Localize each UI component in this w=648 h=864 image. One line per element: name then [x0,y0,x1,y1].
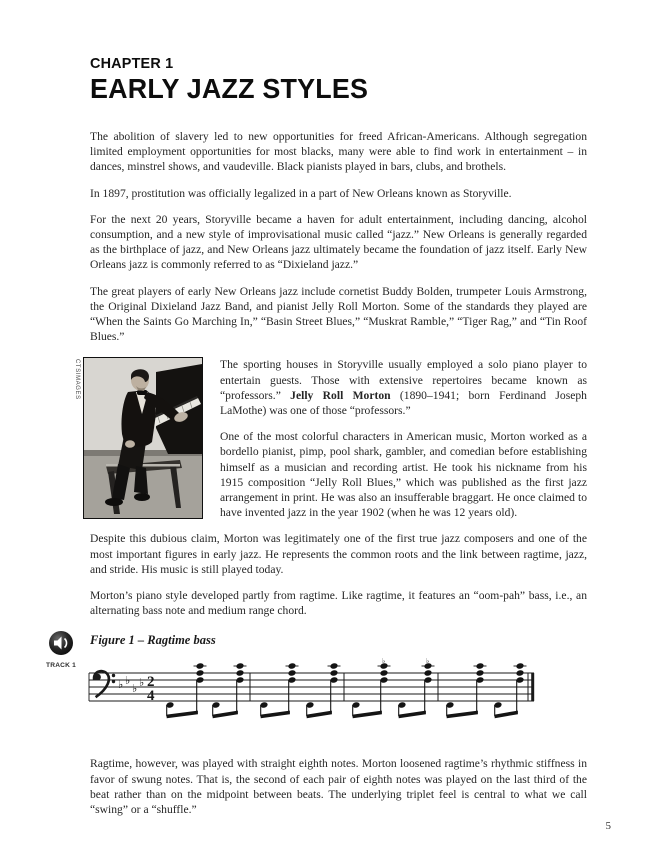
paragraph-colorful-characters: One of the most colorful characters in American music, Morton worked as a bordello pianist, pimp, pool shark, gambler, and comedian before establishing himself as a musician and recording artist. He took his nickname from his 1915 composition “Jelly Roll Blues,” which was published as the first jazz arrangement in print. He was also an insufferable braggart. He once claimed to have invented jazz in the year 1902 (when he was 12 years old). [220,430,587,520]
svg-text:♭: ♭ [426,657,430,666]
key-signature-flats [118,674,144,695]
paragraph-great-players: The great players of early New Orleans jazz include cornetist Buddy Bolden, trumpeter Louis Armstrong, the Original Dixieland Jazz Band, and pianist Jelly Roll Morton. Some of the standards they played are “When the Saints Go Marching In,” “Basin Street Blues,” “Muskrat Ramble,” “Tiger Rag,” and “Tin Roof Blues.” [90,284,587,344]
track-label: TRACK 1 [46,662,76,670]
jelly-roll-morton-photo [83,357,203,519]
photo-and-text-row [70,357,587,520]
page-title: EARLY JAZZ STYLES [90,73,369,104]
photo-side-text [220,357,587,520]
photo-credit: CTSIMAGES [74,359,80,401]
paragraph-piano-style: Morton’s piano style developed partly from ragtime. Like ragtime, it features an “oom-pah” bass, i.e., an alternating bass note and medium range chord. [90,589,587,618]
time-sig-bottom: 4 [147,688,155,705]
ragtime-bass-notation [88,657,535,731]
music-staff [88,657,587,731]
flat-4: ♭ [139,676,145,690]
sporting-houses-text: The sporting houses in Storyville usually employed a solo piano player to entertain guests. Those with extensive repertoires became known as “professors.” [220,358,587,402]
paragraph-storyville-1897: In 1897, prostitution was officially legalized in a part of New Orleans known as Storyville. [90,186,512,200]
photo-illustration [84,358,202,518]
paragraph-sporting-houses [220,357,587,418]
paragraph-swung-notes: Ragtime, however, was played with straight eighth notes. Morton loosened ragtime’s rhythmic stiffness in favor of swung notes. That is, the second of each pair of eighth notes was played on the last third of the beat rather than on the midpoint between beats. The underlying triplet feel is central to what we call “swing” or a “shuffle.” [90,757,587,817]
jelly-roll-morton-bold: Jelly Roll Morton [290,388,391,402]
paragraph-next-20-years: For the next 20 years, Storyville became a haven for adult entertainment, including dancing, alcohol consumption, and a new style of improvisational music called “jazz.” New Orleans is generally regarded as the birthplace of jazz, and New Orleans jazz ultimately became the foundation of jazz itself. Early New Orleans jazz is commonly referred to as “Dixieland jazz.” [90,212,587,272]
paragraph-abolition: The abolition of slavery led to new opportunities for freed African-Americans. Although segregation limited employment opportunities for most blacks, many were able to find work in entertainment – in dances, minstrel shows, and vaudeville. Black pianists played in bars, clubs, and brothels. [90,130,587,174]
time-sig-top: 2 [147,674,155,691]
final-barline [531,673,534,701]
sporting-houses-text-end: (1890–1941; born Ferdinand Joseph LaMothe) was one of those “professors.” [220,388,587,418]
page-number: 5 [605,820,611,832]
flat-1: ♭ [118,678,124,692]
paragraph-dubious-claim: Despite this dubious claim, Morton was legitimately one of the first true jazz composers and one of the most important figures in early jazz. He represents the common roots and the link between ragtime, jazz, and stride. His music is still played today. [90,532,587,576]
svg-text:♭: ♭ [382,657,386,666]
figure-caption: Figure 1 – Ragtime bass [90,633,216,648]
figure-1-block [46,633,587,731]
speaker-icon [48,630,74,656]
track-badge [43,630,79,669]
bass-clef-icon [94,672,115,698]
time-signature [147,674,155,704]
chapter-label: CHAPTER 1 [90,55,174,72]
flat-2: ♭ [125,674,131,688]
flat-3: ♭ [132,682,138,696]
